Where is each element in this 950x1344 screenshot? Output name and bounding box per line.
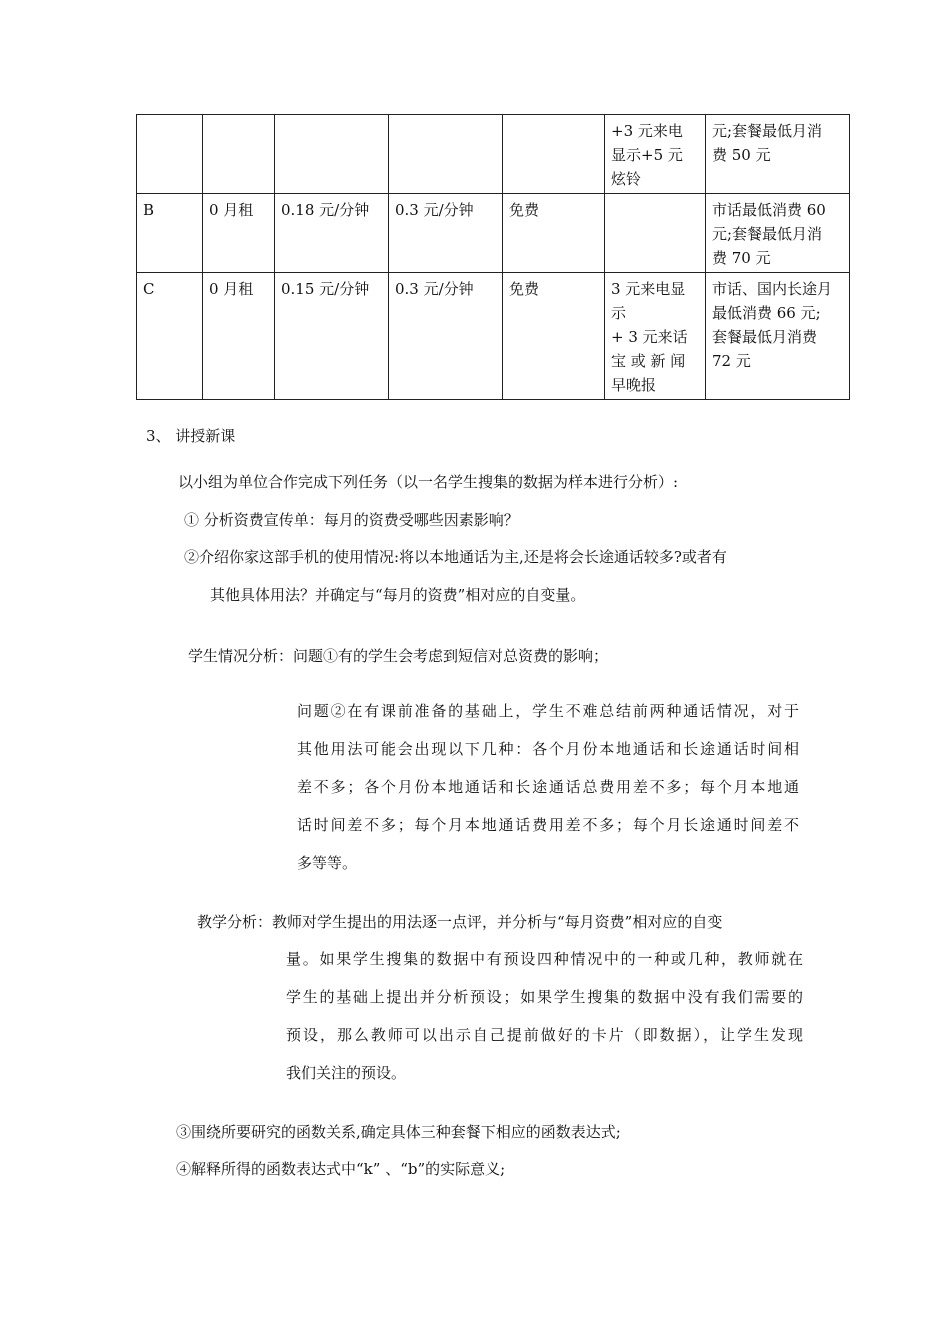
cell-plan: B [137, 194, 203, 273]
student-q2-line: 多等等。 [297, 854, 358, 872]
cell-line: 市话、国内长途月 [712, 280, 833, 298]
cell-long [389, 115, 503, 194]
cell-min-spend [706, 115, 850, 194]
cell-line: 套餐最低月消费 [712, 328, 818, 346]
cell-local [275, 115, 389, 194]
cell-rent: 0 月租 [203, 273, 275, 400]
student-q2-line: 问题②在有课前准备的基础上，学生不难总结前两种通话情况，对于 [297, 702, 799, 720]
cell-line: 元;套餐最低月消 [712, 122, 823, 140]
task-4: ④解释所得的函数表达式中“k” 、“b”的实际意义; [176, 1160, 506, 1178]
cell-line: +3 元来电 [611, 122, 683, 140]
cell-long: 0.3 元/分钟 [389, 194, 503, 273]
cell-long: 0.3 元/分钟 [389, 273, 503, 400]
table-row [137, 115, 850, 194]
cell-extra-service [605, 273, 706, 400]
cell-line: 显示+5 元 [611, 146, 683, 164]
student-q2-line: 差不多；各个月份本地通话和长途通话总费用差不多；每个月本地通 [297, 778, 799, 796]
teaching-line: 量。如果学生搜集的数据中有预设四种情况中的一种或几种，教师就在 [286, 950, 803, 968]
cell-min-spend [706, 273, 850, 400]
cell-local: 0.18 元/分钟 [275, 194, 389, 273]
teaching-line: 学生的基础上提出并分析预设；如果学生搜集的数据中没有我们需要的 [286, 988, 803, 1006]
cell-sms [503, 115, 605, 194]
cell-line: 72 元 [712, 352, 751, 370]
cell-extra-service [605, 194, 706, 273]
cell-rent [203, 115, 275, 194]
cell-line: 示 [611, 304, 627, 322]
cell-line: 炫铃 [611, 170, 642, 188]
student-q2-line: 话时间差不多；每个月本地通话费用差不多；每个月长途通时间差不 [297, 816, 799, 834]
cell-plan [137, 115, 203, 194]
task-1: ① 分析资费宣传单：每月的资费受哪些因素影响？ [184, 511, 519, 529]
cell-line: 早晚报 [611, 376, 657, 394]
task-3: ③围绕所要研究的函数关系,确定具体三种套餐下相应的函数表达式; [176, 1123, 621, 1141]
cell-min-spend [706, 194, 850, 273]
student-q2-line: 其他用法可能会出现以下几种：各个月份本地通话和长途通话时间相 [297, 740, 799, 758]
cell-local: 0.15 元/分钟 [275, 273, 389, 400]
task-2-line-2: 其他具体用法？并确定与“每月的资费”相对应的自变量。 [210, 586, 586, 604]
teaching-line: 我们关注的预设。 [286, 1064, 407, 1082]
cell-sms: 免费 [503, 194, 605, 273]
task-2-line-1: ②介绍你家这部手机的使用情况:将以本地通话为主,还是将会长途通话较多?或者有 [184, 548, 727, 566]
cell-extra-service [605, 115, 706, 194]
cell-plan: C [137, 273, 203, 400]
cell-line: + 3 元来话 [611, 328, 688, 346]
table-row [137, 273, 850, 400]
teaching-analysis-paragraph [286, 940, 803, 1092]
plan-comparison-table [136, 114, 850, 400]
cell-line: 宝 或 新 闻 [611, 352, 686, 370]
student-analysis: 学生情况分析：问题①有的学生会考虑到短信对总资费的影响； [188, 647, 609, 665]
teaching-line: 预设，那么教师可以出示自己提前做好的卡片（即数据），让学生发现 [286, 1026, 803, 1044]
cell-line: 3 元来电显 [611, 280, 686, 298]
section-heading: 3、 讲授新课 [146, 427, 236, 445]
cell-rent: 0 月租 [203, 194, 275, 273]
intro-text: 以小组为单位合作完成下列任务（以一名学生搜集的数据为样本进行分析）: [178, 473, 679, 491]
student-q2-paragraph [297, 692, 799, 882]
cell-line: 费 70 元 [712, 249, 771, 267]
cell-line: 元;套餐最低月消 [712, 225, 823, 243]
cell-line: 市话最低消费 60 [712, 201, 826, 219]
cell-line: 费 50 元 [712, 146, 771, 164]
teaching-analysis-first-line: 教学分析：教师对学生提出的用法逐一点评，并分析与“每月资费”相对应的自变 [197, 913, 723, 931]
table-row [137, 194, 850, 273]
cell-line: 最低消费 66 元; [712, 304, 821, 322]
cell-sms: 免费 [503, 273, 605, 400]
